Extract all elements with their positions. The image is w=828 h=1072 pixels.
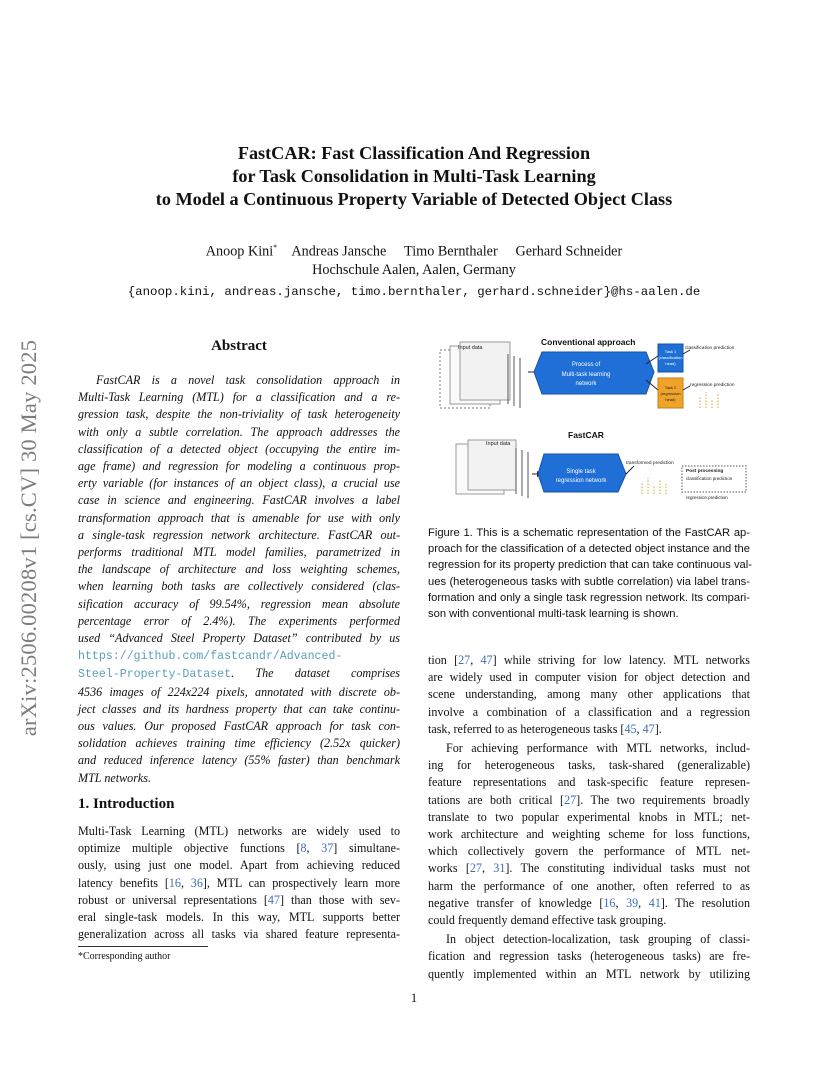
transformed-prediction-label: transformed prediction: [626, 461, 674, 466]
body-line: optimize multiple objective functions [8, 37] simultane-: [78, 841, 400, 856]
fastcar-input-stack: [456, 440, 528, 498]
abstract-line: 4536 images of 224x224 pixels, annotated with discrete ob-: [78, 684, 400, 699]
conventional-input-stack: [440, 342, 520, 408]
introduction-heading: 1. Introduction: [78, 796, 175, 812]
abstract-line: MTL networks.: [78, 770, 152, 785]
body-line: In object detection-localization, task grouping of classi-: [446, 932, 750, 947]
citation-link[interactable]: 27: [564, 792, 577, 807]
citation-link[interactable]: 8: [300, 841, 307, 856]
body-line: harm the performance of one another, often referred to as: [428, 878, 750, 893]
citation-link[interactable]: 41: [648, 895, 661, 910]
abstract-line: percentage error of 2.4%). The experiments performed: [78, 613, 400, 628]
abstract-line: FastCAR is a novel task consolidation approach in: [96, 373, 400, 387]
input-data-label-bottom: Input data: [486, 441, 511, 447]
post-processing-label: regression prediction: [686, 495, 728, 500]
classification-output-label: classification prediction: [685, 346, 735, 351]
body-line: task, referred to as heterogeneous tasks [45, 47].: [428, 721, 662, 736]
abstract-line-rest: . The dataset comprises: [231, 666, 400, 681]
abstract-line: gression task, despite the non-triviality of task heterogeneity: [78, 407, 400, 422]
citation-link[interactable]: 31: [493, 861, 506, 876]
fastcar-title: FastCAR: [568, 430, 604, 440]
introduction-body: [78, 823, 400, 943]
connector: [683, 386, 690, 390]
abstract-line: transformation approach that is amenable for use with only: [78, 510, 400, 525]
input-data-label-top: Input data: [458, 345, 483, 351]
author-3: Timo Bernthaler: [404, 243, 498, 260]
body-line: latency benefits [16, 36], MTL can prospectively learn more: [78, 875, 401, 890]
affiliation: Hochschule Aalen, Aalen, Germany: [312, 262, 516, 278]
body-line: works [27, 31]. The constituting individual tasks must not: [428, 861, 750, 876]
abstract-line: solidation achieves training time efficiency (2.52x quicker): [78, 736, 400, 751]
dataset-link-cont[interactable]: Steel-Property-Dataset: [78, 668, 232, 682]
citation-link[interactable]: 37: [321, 841, 334, 856]
citation-link[interactable]: 45: [624, 721, 637, 736]
regression-head-label: Task 2: [664, 385, 677, 390]
citation-link[interactable]: 36: [190, 875, 203, 890]
abstract-line: age frame) and regression for modeling a continuous prop-: [78, 459, 400, 474]
body-line: quently implemented within an MTL network by utilizing: [428, 966, 750, 981]
caption-line: ues (heterogeneous tasks with subtle correlation) via label trans-: [428, 575, 750, 588]
author-list: [0, 243, 828, 261]
body-line: eral single-task models. In this way, MTL supports better: [78, 910, 400, 925]
author-1: Anoop Kini: [205, 243, 274, 260]
body-line: feature representations and task-specific feature represen-: [428, 775, 750, 790]
regression-output-bars: [700, 392, 718, 408]
body-line: tion [27, 47] while striving for low latency. MTL networks: [428, 653, 750, 667]
citation-link[interactable]: 16: [603, 895, 616, 910]
footnote: *Corresponding author: [78, 951, 171, 962]
citation-link[interactable]: 47: [480, 653, 493, 667]
figure-1-caption: [428, 525, 750, 622]
citation-link[interactable]: 47: [267, 892, 280, 907]
abstract-line: [78, 647, 400, 665]
body-line: could frequently demand effective task grouping.: [428, 913, 667, 928]
paper-title-line-3: to Model a Continuous Property Variable of Detected Object Class: [155, 189, 673, 209]
caption-line: proach for the classification of a detected object instance and the: [428, 543, 750, 556]
abstract-line: used “Advanced Steel Property Dataset” contributed by us: [78, 631, 400, 646]
body-line: work architecture and weighting scheme for loss functions,: [428, 827, 750, 842]
caption-line: Figure 1. This is a schematic representation of the FastCAR ap-: [428, 527, 750, 539]
caption-line: formation and only a single task regression network. Its compari-: [428, 591, 750, 604]
author-2: Andreas Jansche: [291, 243, 387, 260]
mtl-network-label: network: [575, 381, 597, 387]
abstract-line: ous values. Our proposed FastCAR approach for task con-: [78, 719, 400, 734]
body-line: translate to two popular experimental knobs in MTL; net-: [428, 809, 750, 824]
classification-head-label: Task 1: [664, 349, 677, 354]
footnote-rule: [78, 946, 208, 947]
body-line: fication and regression tasks (heterogeneous tasks) are fre-: [428, 949, 750, 964]
citation-link[interactable]: 47: [642, 721, 655, 736]
arxiv-identifier: [6, 296, 52, 780]
body-line: ously, using just one model. Apart from achieving reduced: [78, 858, 400, 873]
author-4: Gerhard Schneider: [515, 243, 623, 260]
arxiv-identifier-text: arXiv:2506.00208v1 [cs.CV] 30 May 2025: [16, 339, 41, 737]
mtl-network-label: Process of: [571, 362, 601, 368]
body-line: negative transfer of knowledge [16, 39, 41]. The resolution: [428, 895, 751, 910]
dataset-link[interactable]: https://github.com/fastcandr/Advanced-: [78, 650, 343, 664]
classification-head-label: (classification: [658, 355, 683, 360]
corresponding-mark: *: [273, 243, 278, 252]
conventional-approach-title: Conventional approach: [541, 337, 636, 347]
abstract-line: case in science and engineering. FastCAR involves a label: [78, 493, 400, 508]
body-line: Multi-Task Learning (MTL) networks are widely used to: [78, 824, 400, 838]
abstract-line: performs traditional MTL model families, parametrized in: [78, 545, 400, 560]
body-line: robust or universal representations [47] than those with sev-: [78, 892, 400, 907]
connector: [626, 466, 634, 474]
body-line: tations are both critical [27]. The two requirements broadly: [428, 792, 750, 807]
abstract-line: [78, 665, 400, 683]
abstract-line: erty variable (for instances of an object class), a crucial use: [78, 476, 400, 491]
author-emails: {anoop.kini, andreas.jansche, timo.bernthaler, gerhard.schneider}@hs-aalen.de: [127, 285, 701, 299]
abstract-line: classification of a detected object (occupying the entire im-: [78, 441, 400, 456]
body-line: are widely used in computer vision for object detection and: [428, 670, 750, 685]
single-task-network-label: regression network: [555, 478, 607, 484]
abstract-line: ject classes and its hardness property that can take continu-: [78, 701, 400, 716]
abstract-heading: Abstract: [211, 338, 267, 354]
abstract-line: Multi-Task Learning (MTL) for a classification and a re-: [78, 390, 400, 405]
page-number: 1: [410, 991, 418, 1005]
regression-output-label: regression prediction: [690, 383, 735, 388]
abstract-line: a single-task regression network architecture. FastCAR out-: [78, 527, 400, 542]
mtl-network-label: Multi-task learning: [561, 372, 611, 378]
citation-link[interactable]: 39: [626, 895, 639, 910]
single-task-network-label: Single task: [566, 469, 596, 475]
citation-link[interactable]: 27: [469, 861, 482, 876]
right-column-body: [428, 652, 750, 983]
abstract-body: [78, 372, 400, 787]
abstract-line: the landscape of architecture and loss weighting schemes,: [78, 562, 400, 577]
regression-head-label: head): [665, 397, 676, 402]
paper-title-line-2: for Task Consolidation in Multi-Task Learning: [232, 166, 596, 186]
post-processing-label: classification prediction: [686, 476, 733, 481]
body-line: ing for heterogeneous tasks, task-shared (generalizable): [428, 758, 750, 773]
fastcar-output-bars: [642, 478, 666, 494]
post-processing-label: Post processing: [686, 469, 724, 474]
caption-line: regression for its property prediction that can take continuous val-: [428, 559, 752, 572]
abstract-line: sification accuracy of 99.54%, regression mean absolute: [78, 596, 400, 611]
abstract-line: with only a subtle correlation. The approach addresses the: [78, 424, 400, 439]
body-line: scene understanding, among many other applications that: [428, 687, 750, 702]
abstract-line: when learning both tasks are collectively considered (clas-: [78, 579, 400, 594]
citation-link[interactable]: 16: [168, 875, 181, 890]
regression-head-label: (regression: [660, 391, 681, 396]
classification-head-label: head): [665, 361, 676, 366]
body-line: For achieving performance with MTL networks, includ-: [446, 741, 750, 756]
figure-1-schematic: [428, 334, 750, 512]
citation-link[interactable]: 27: [458, 653, 471, 667]
body-line: involve a combination of a classification and a regression: [428, 704, 750, 719]
body-line: generalization across all tasks via shared feature representa-: [78, 927, 400, 942]
body-line: which collectively govern the performance of MTL net-: [428, 844, 750, 859]
paper-title-line-1: FastCAR: Fast Classification And Regression: [237, 143, 591, 163]
abstract-line: and reduced inference latency (55% faster) than benchmark: [78, 753, 400, 768]
caption-line: son with conventional multi-task learning is shown.: [428, 608, 679, 621]
